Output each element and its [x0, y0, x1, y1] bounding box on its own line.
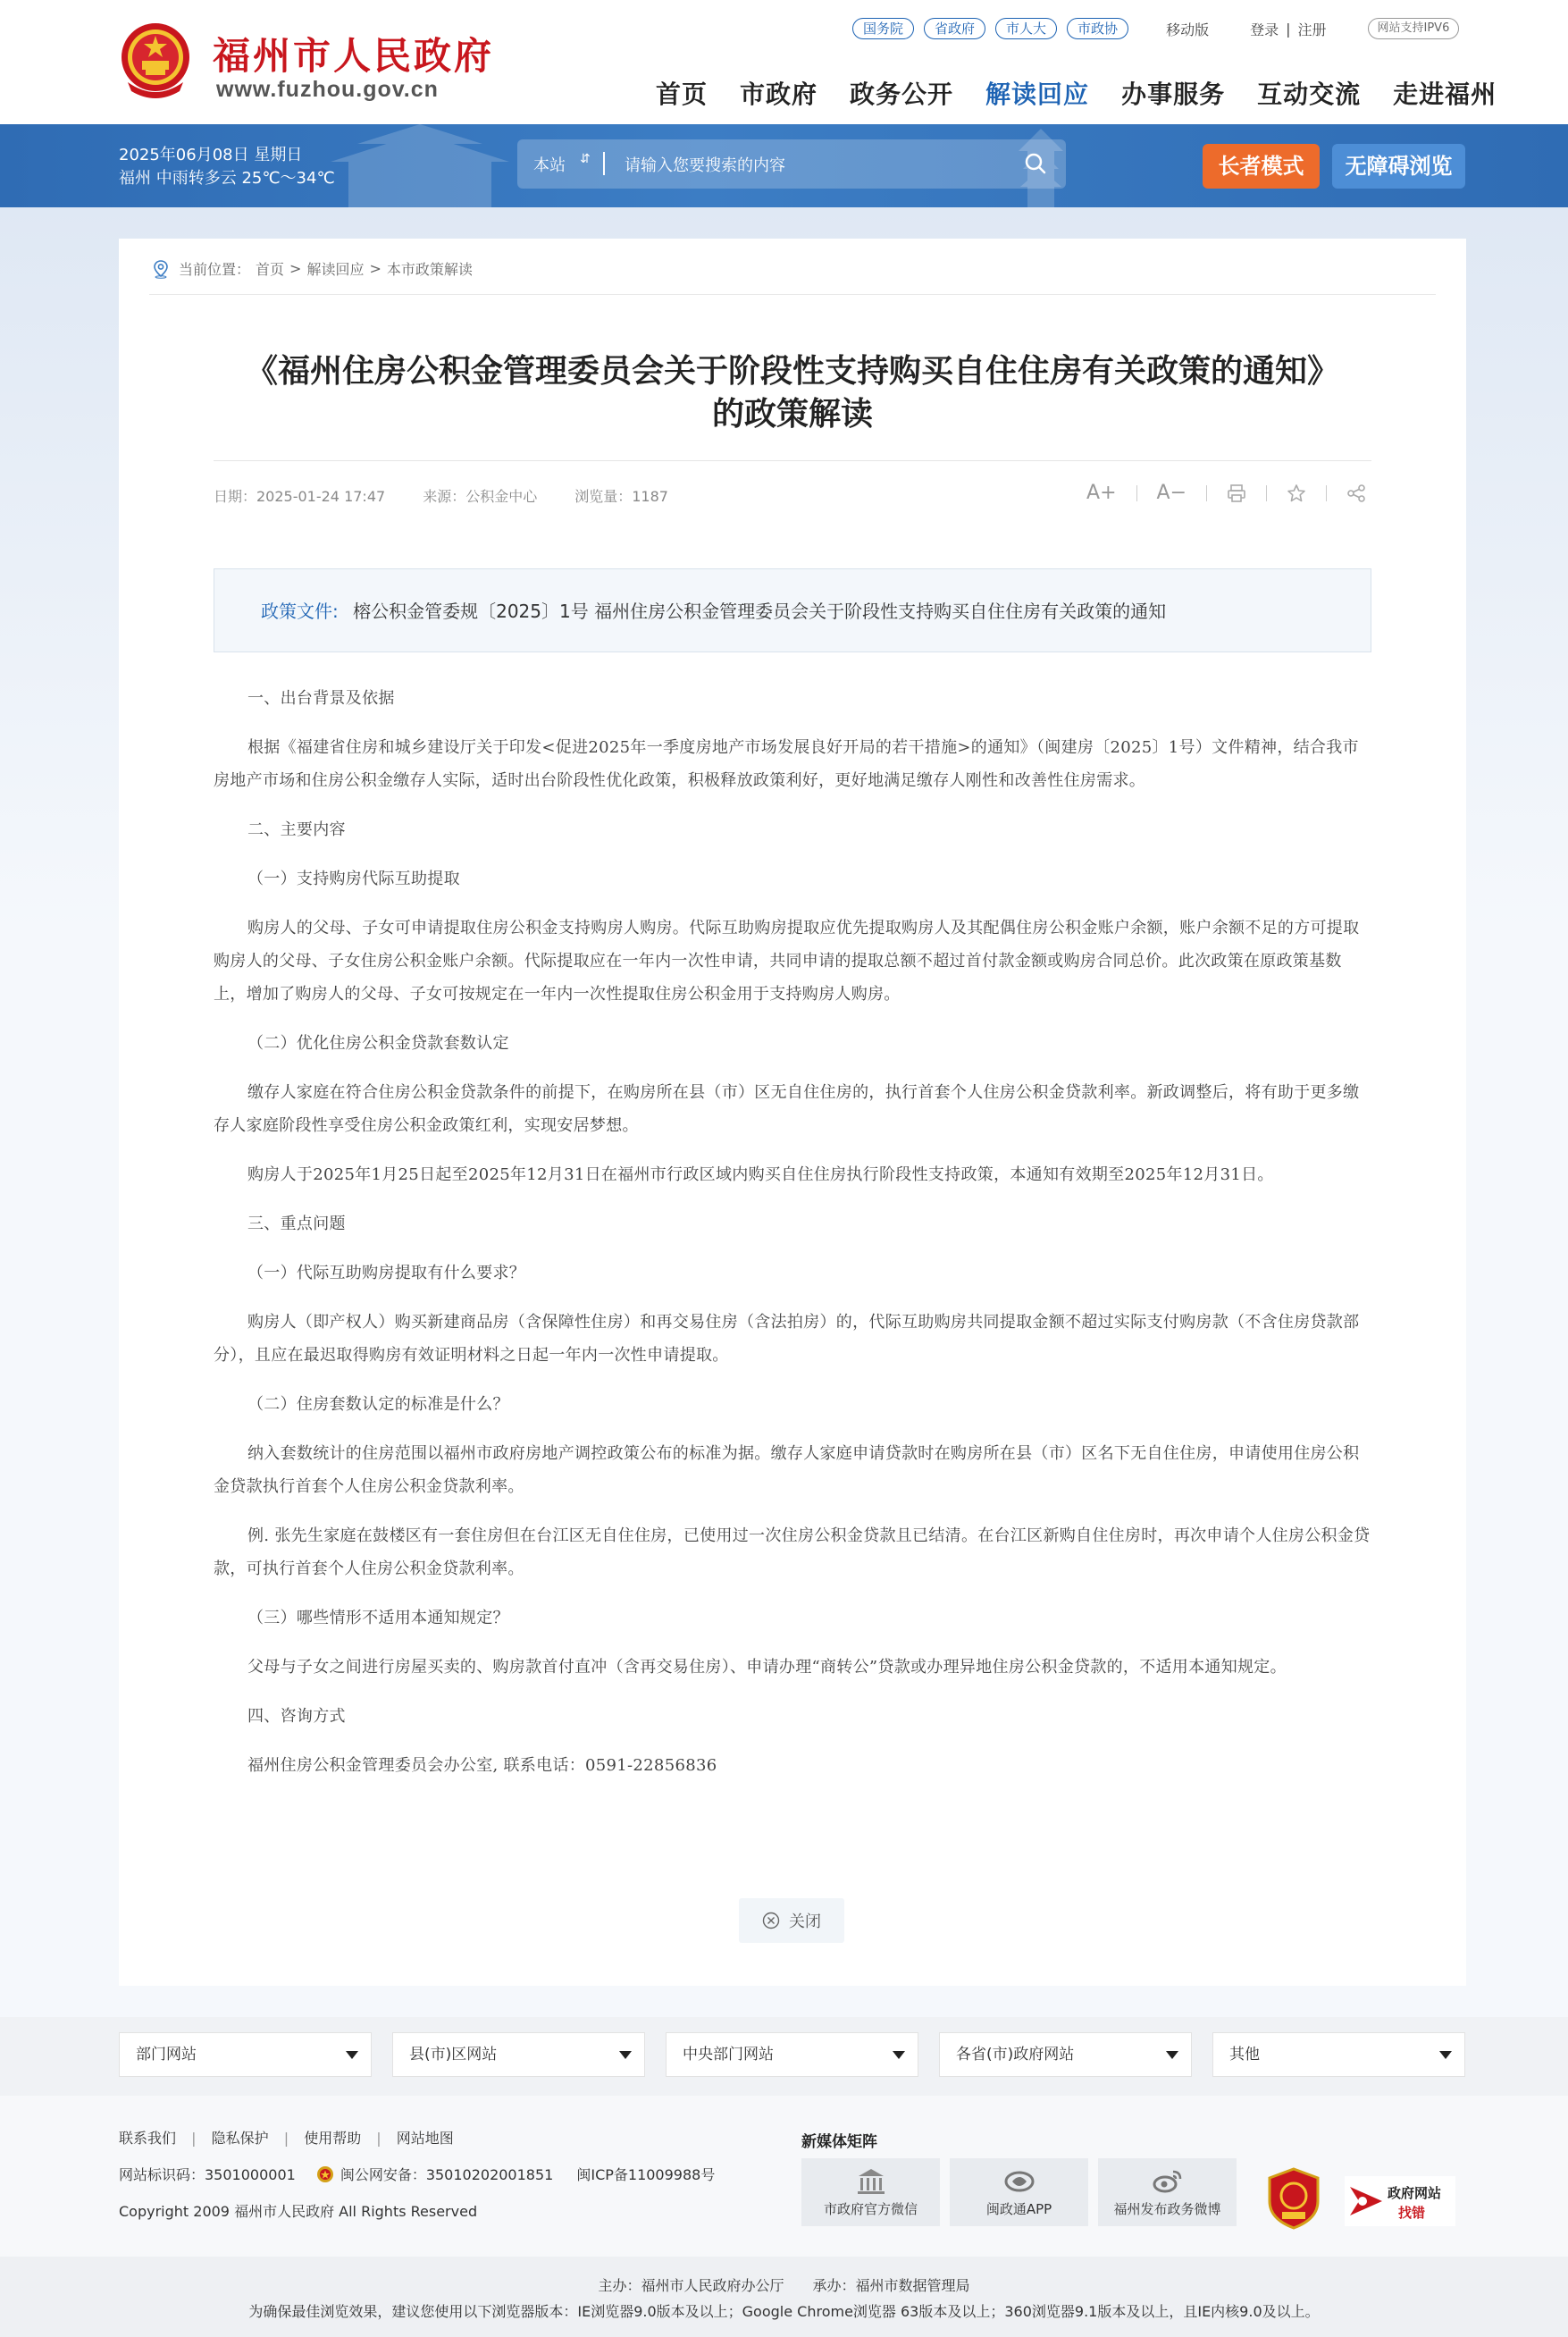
app-logo-icon: [1003, 2167, 1036, 2196]
subsection-heading: （二）住房套数认定的标准是什么？: [247, 1395, 509, 1414]
search-band: [0, 124, 1568, 207]
breadcrumb-home[interactable]: 首页: [256, 261, 285, 278]
minzhengtong-app-tile[interactable]: [950, 2158, 1088, 2226]
register-link[interactable]: 注册: [1297, 21, 1327, 38]
breadcrumb-current[interactable]: 本市政策解读: [386, 261, 473, 278]
font-increase-button[interactable]: A+: [1086, 482, 1117, 504]
footer-links: [119, 2127, 454, 2148]
article-title: [208, 350, 1377, 436]
footer-registration: [119, 2164, 715, 2184]
badge-title: 政府网站: [1388, 2185, 1442, 2201]
mobile-version-link[interactable]: 移动版: [1166, 21, 1210, 38]
nav-about-fuzhou[interactable]: 走进福州: [1393, 80, 1497, 109]
nav-city-government[interactable]: 市政府: [740, 80, 818, 109]
article-paragraph: 购房人于2025年1月25日起至2025年12月31日在福州市行政区域内购买自住住房执行阶段性支持政策，本通知有效期至2025年12月31日。: [247, 1165, 1274, 1184]
updown-arrow-icon[interactable]: ⇵: [580, 152, 591, 166]
icp-record[interactable]: 闽ICP备11009988号: [576, 2166, 716, 2183]
accessible-browse-button[interactable]: 无障碍浏览: [1332, 144, 1465, 189]
divider: |: [283, 2130, 289, 2147]
nav-interpretation[interactable]: 解读回应: [985, 80, 1090, 109]
section-heading: 三、重点问题: [247, 1215, 346, 1233]
title-line-2: 的政策解读: [711, 396, 873, 433]
sitemap-link[interactable]: 网站地图: [396, 2130, 454, 2147]
search-icon[interactable]: [1023, 151, 1048, 176]
site-header: [0, 0, 1568, 124]
subsection-heading: （一）支持购房代际互助提取: [247, 870, 460, 888]
breadcrumb-interpretation[interactable]: 解读回应: [306, 261, 365, 278]
section-heading: 一、出台背景及依据: [247, 689, 395, 708]
browser-note: 为确保最佳浏览效果，建议您使用以下浏览器版本：IE浏览器9.0版本及以上；Google Chrome浏览器 63版本及以上；360浏览器9.1版本及以上，且IE内核9.0及以上。: [248, 2303, 1320, 2320]
top-links: [852, 17, 1459, 40]
site-selects-bar: [0, 2017, 1568, 2096]
article-paragraph: 根据《福建省住房和城乡建设厅关于印发<促进2025年一季度房地产市场发展良好开局的若干措施>的通知》（闽建房〔2025〕1号）文件精神，结合我市房地产市场和住房公积金缴存人实际，适时出台阶段性优化政策，积极释放政策利好，更好地满足缴存人刚性和改善性住房需求。: [214, 738, 1359, 790]
close-icon: [762, 1912, 780, 1929]
error-report-icon: [1348, 2183, 1384, 2219]
breadcrumb-divider: [149, 294, 1436, 295]
article-tools: [1086, 482, 1366, 504]
police-record[interactable]: 闽公网安备：35010202001851: [340, 2166, 554, 2183]
link-shirenda[interactable]: 市人大: [995, 18, 1057, 39]
police-badge-icon: [315, 2165, 335, 2184]
article-paragraph: 父母与子女之间进行房屋买卖的、购房款首付直冲（含再交易住房）、申请办理“商转公”贷款或办理异地住房公积金贷款的，不适用本通知规定。: [247, 1658, 1287, 1677]
article-paragraph: 购房人的父母、子女可申请提取住房公积金支持购房人购房。代际互助购房提取应优先提取购房人及其配偶住房公积金账户余额，账户余额不足的方可提取购房人的父母、子女住房公积金账户余额。代际提取应在一年内一次性申请，共同申请的提取总额不超过首付款金额或购房合同总价。此次政策在原政策基数上，增加了购房人的父母、子女可按规定在一年内一次性提取住房公积金用于支持购房人购房。: [214, 919, 1360, 1004]
central-department-sites-select[interactable]: [666, 2032, 918, 2077]
county-sites-select[interactable]: [392, 2032, 645, 2077]
select-label: 中央部门网站: [683, 2046, 774, 2064]
policy-document-box: [214, 568, 1371, 652]
main-nav: [656, 75, 1497, 111]
contact-info: 福州住房公积金管理委员会办公室, 联系电话：0591-22856836: [247, 1756, 717, 1775]
view-count: 浏览量：1187: [574, 488, 668, 505]
close-label: 关闭: [789, 1912, 821, 1931]
dropdown-arrow-icon: [893, 2051, 905, 2059]
title-divider: [214, 460, 1371, 461]
breadcrumb: [152, 258, 478, 279]
media-label: 福州发布政务微博: [1113, 2201, 1221, 2217]
title-line-1: 《福州住房公积金管理委员会关于阶段性支持购买自住住房有关政策的通知》: [245, 353, 1339, 390]
site-name[interactable]: 福州市人民政府: [213, 34, 495, 78]
site-code: 网站标识码：3501000001: [119, 2166, 296, 2183]
link-shengzhengfu[interactable]: 省政府: [924, 18, 985, 39]
close-button[interactable]: [739, 1898, 844, 1943]
wechat-official-tile[interactable]: [801, 2158, 940, 2226]
breadcrumb-separator: >: [369, 260, 382, 277]
subsection-heading: （三）哪些情形不适用本通知规定？: [247, 1609, 509, 1627]
breadcrumb-separator: >: [289, 260, 302, 277]
party-badge-icon[interactable]: [1266, 2167, 1321, 2230]
article-paragraph: 缴存人家庭在符合住房公积金贷款条件的前提下，在购房所在县（市）区无自住住房的，执行首套个人住房公积金贷款利率。新政调整后，将有助于更多缴存人家庭阶段性享受住房公积金政策红利，实现安居梦想。: [214, 1083, 1360, 1135]
dropdown-arrow-icon: [346, 2051, 358, 2059]
section-heading: 四、咨询方式: [247, 1707, 346, 1726]
nav-interaction[interactable]: 互动交流: [1257, 80, 1362, 109]
provincial-government-sites-select[interactable]: [939, 2032, 1192, 2077]
weather: 福州 中雨转多云 25℃～34℃: [119, 169, 335, 188]
nav-services[interactable]: 办事服务: [1121, 80, 1226, 109]
media-label: 闽政通APP: [985, 2201, 1052, 2217]
nav-home[interactable]: 首页: [656, 80, 709, 109]
link-shizhengxie[interactable]: 市政协: [1067, 18, 1128, 39]
font-decrease-button[interactable]: A−: [1156, 482, 1186, 504]
media-matrix-title: 新媒体矩阵: [801, 2133, 877, 2151]
contact-us-link[interactable]: 联系我们: [119, 2130, 177, 2147]
select-label: 各省(市)政府网站: [956, 2046, 1075, 2064]
copyright: Copyright 2009 福州市人民政府 All Rights Reserved: [119, 2203, 478, 2220]
search-divider: [603, 152, 605, 175]
elder-mode-button[interactable]: 长者模式: [1203, 144, 1320, 189]
government-building-icon: [855, 2167, 887, 2196]
nav-government-affairs[interactable]: 政务公开: [850, 80, 954, 109]
divider: |: [376, 2130, 382, 2147]
divider: |: [191, 2130, 197, 2147]
site-url[interactable]: www.fuzhou.gov.cn: [216, 77, 439, 102]
help-link[interactable]: 使用帮助: [304, 2130, 362, 2147]
media-label: 市政府官方微信: [823, 2201, 918, 2217]
dropdown-arrow-icon: [1439, 2051, 1452, 2059]
article-source: 来源：公积金中心: [423, 488, 538, 505]
other-sites-select[interactable]: [1212, 2032, 1465, 2077]
divider: |: [1286, 20, 1291, 38]
subsection-heading: （一）代际互助购房提取有什么要求？: [247, 1264, 526, 1282]
search-box: [517, 139, 1066, 189]
article-paragraph: 纳入套数统计的住房范围以福州市政府房地产调控政策公布的标准为据。缴存人家庭申请贷款时在购房所在县（市）区名下无自住住房，申请使用住房公积金贷款执行首套个人住房公积金贷款利率。: [214, 1444, 1360, 1496]
site-footer: [0, 2096, 1568, 2257]
select-label: 部门网站: [136, 2046, 197, 2064]
link-guowuyuan[interactable]: 国务院: [852, 18, 914, 39]
footer-bottom: [0, 2257, 1568, 2337]
favorite-star-icon[interactable]: [1287, 483, 1306, 503]
dropdown-arrow-icon: [1166, 2051, 1178, 2059]
share-icon[interactable]: [1346, 483, 1366, 503]
ipv6-badge: 网站支持IPV6: [1368, 18, 1460, 39]
current-date: 2025年06月08日 星期日: [119, 146, 303, 164]
print-icon[interactable]: [1227, 483, 1246, 503]
article-card: [119, 239, 1466, 1986]
gov-site-error-report-badge[interactable]: [1345, 2176, 1455, 2226]
select-label: 县(市)区网站: [409, 2046, 498, 2064]
dropdown-arrow-icon: [619, 2051, 632, 2059]
login-link[interactable]: 登录: [1250, 21, 1279, 38]
date-weather: [119, 144, 335, 190]
weibo-tile[interactable]: [1098, 2158, 1237, 2226]
article-body: [214, 682, 1371, 1798]
article-paragraph: 购房人（即产权人）购买新建商品房（含保障性住房）和再交易住房（含法拍房）的，代际互助购房共同提取金额不超过实际支付购房款（不含住房贷款部分），且应在最迟取得购房有效证明材料之日起一年内一次性申请提取。: [214, 1313, 1360, 1365]
article-paragraph: 例. 张先生家庭在鼓楼区有一套住房但在台江区无自住住房，已使用过一次住房公积金贷款且已结清。在台江区新购自住住房时，再次申请个人住房公积金贷款，可执行首套个人住房公积金贷款利率。: [214, 1526, 1371, 1578]
search-scope-select[interactable]: 本站: [533, 156, 566, 175]
badge-subtitle: 找错: [1398, 2205, 1426, 2221]
policy-label: 政策文件:: [261, 601, 339, 622]
national-emblem-icon: [119, 20, 192, 100]
subsection-heading: （二）优化住房公积金贷款套数认定: [247, 1034, 509, 1053]
publish-date: 日期：2025-01-24 17:47: [214, 488, 386, 505]
location-pin-icon: [152, 259, 170, 279]
department-sites-select[interactable]: [119, 2032, 372, 2077]
section-heading: 二、主要内容: [247, 820, 346, 839]
privacy-link[interactable]: 隐私保护: [211, 2130, 269, 2147]
weibo-icon: [1152, 2167, 1184, 2196]
article-meta: [214, 485, 677, 506]
select-label: 其他: [1229, 2046, 1260, 2064]
sponsor-info: 主办：福州市人民政府办公厅 承办：福州市数据管理局: [598, 2277, 970, 2294]
policy-document-link[interactable]: 榕公积金管委规〔2025〕1号 福州住房公积金管理委员会关于阶段性支持购买自住住房有关政策的通知: [353, 601, 1167, 622]
search-input[interactable]: 请输入您要搜索的内容: [625, 156, 785, 175]
breadcrumb-prefix: 当前位置：: [179, 261, 251, 278]
